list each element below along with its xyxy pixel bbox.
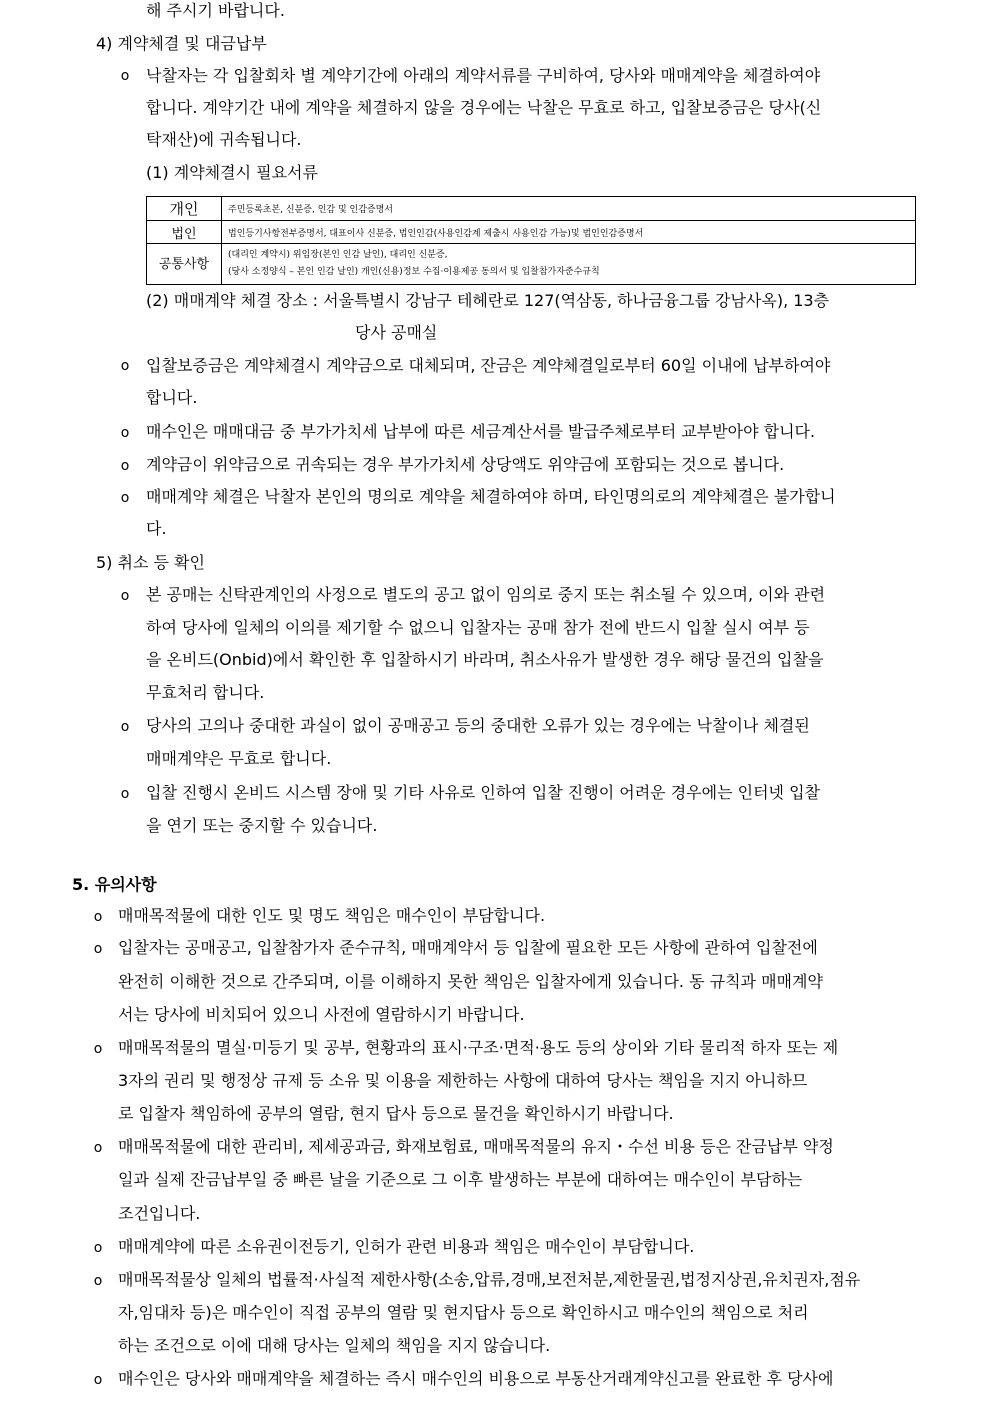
bullet-text: 을 온비드(Onbid)에서 확인한 후 입찰하시기 바라며, 취소사유가 발생한 경우 해당 물건의 입찰을 bbox=[146, 650, 824, 669]
bullet-icon bbox=[92, 1142, 104, 1154]
bullet-text: 입찰보증금은 계약체결시 계약금으로 대체되며, 잔금은 계약체결일로부터 60일 이내에 납부하여야 bbox=[146, 356, 831, 375]
bullet-text: 매매계약 체결은 낙찰자 본인의 명의로 계약을 체결하여야 하며, 타인명의로의 계약체결은 불가합니 bbox=[146, 487, 836, 506]
bullet-text: 입찰자는 공매공고, 입찰참가자 준수규칙, 매매계약서 등 입찰에 필요한 모든 사항에 관하여 입찰전에 bbox=[118, 938, 818, 957]
table-cell-category: 법인 bbox=[147, 221, 222, 244]
bullet-text: 낙찰자는 각 입찰회차 별 계약기간에 아래의 계약서류를 구비하여, 당사와 매매계약을 체결하여야 bbox=[146, 66, 821, 85]
bullet-icon bbox=[92, 1242, 104, 1254]
bullet-text: 완전히 이해한 것으로 간주되며, 이를 이해하지 못한 책임은 입찰자에게 있습니다. 동 규칙과 매매계약 bbox=[118, 972, 823, 991]
bullet-text: 매매계약은 무효로 합니다. bbox=[146, 749, 332, 768]
bullet-text: 무효처리 합니다. bbox=[146, 683, 265, 702]
table-cell-category: 개인 bbox=[147, 197, 222, 221]
bullet-text: 탁재산)에 귀속됩니다. bbox=[146, 130, 302, 149]
table-row bbox=[147, 221, 916, 244]
bullet-icon bbox=[92, 911, 104, 923]
bullet-icon bbox=[119, 460, 131, 472]
bullet-text: 매매목적물에 대한 인도 및 명도 책임은 매수인이 부담합니다. bbox=[118, 906, 546, 925]
bullet-text: 본 공매는 신탁관계인의 사정으로 별도의 공고 없이 임의로 중지 또는 취소될 수 있으며, 이와 관련 bbox=[146, 585, 826, 604]
bullet-icon bbox=[119, 788, 131, 800]
required-documents-table bbox=[146, 196, 916, 285]
paragraph-continuation: 해 주시기 바랍니다. bbox=[146, 1, 285, 20]
bullet-icon bbox=[119, 427, 131, 439]
section-heading-contract: 4) 계약체결 및 대금납부 bbox=[96, 34, 267, 53]
bullet-text: 매수인은 당사와 매매계약을 체결하는 즉시 매수인의 비용으로 부동산거래계약신고를 완료한 후 당사에 bbox=[118, 1369, 834, 1388]
table-row bbox=[147, 197, 916, 221]
table-cell-documents bbox=[222, 244, 916, 285]
documents-line: (당사 소정양식 – 본인 인감 날인) 개인(신용)정보 수집·이용제공 동의서 및 입찰참가자준수규칙 bbox=[228, 267, 600, 277]
bullet-text: 하여 당사에 일체의 이의를 제기할 수 없으니 입찰자는 공매 참가 전에 반드시 입찰 실시 여부 등 bbox=[146, 618, 810, 637]
bullet-text: 매매목적물상 일체의 법률적·사실적 제한사항(소송,압류,경매,보전처분,제한물권,법정지상권,유치권자,점유 bbox=[118, 1270, 861, 1289]
bullet-text: 일과 실제 잔금납부일 중 빠른 날을 기준으로 그 이후 발생하는 부분에 대하여는 매수인이 부담하는 bbox=[118, 1170, 803, 1189]
bullet-text: 매매계약에 따른 소유권이전등기, 인허가 관련 비용과 책임은 매수인이 부담합니다. bbox=[118, 1237, 695, 1256]
bullet-text: 당사의 고의나 중대한 과실이 없이 공매공고 등의 중대한 오류가 있는 경우에는 낙찰이나 체결된 bbox=[146, 716, 810, 735]
section-title-precautions: 5. 유의사항 bbox=[72, 875, 157, 894]
bullet-icon bbox=[92, 1275, 104, 1287]
bullet-icon bbox=[119, 590, 131, 602]
bullet-text: 매매목적물에 대한 관리비, 제세공과금, 화재보험료, 매매목적물의 유지・수선 비용 등은 잔금납부 약정 bbox=[118, 1137, 834, 1156]
bullet-icon bbox=[119, 492, 131, 504]
bullet-text: 서는 당사에 비치되어 있으니 사전에 열람하시기 바랍니다. bbox=[118, 1005, 525, 1024]
bullet-icon bbox=[92, 1374, 104, 1386]
section-heading-cancellation: 5) 취소 등 확인 bbox=[96, 553, 205, 572]
table-cell-category: 공통사항 bbox=[147, 244, 222, 285]
bullet-text: 합니다. 계약기간 내에 계약을 체결하지 않을 경우에는 낙찰은 무효로 하고, 입찰보증금은 당사(신 bbox=[146, 98, 822, 117]
sub-heading-contract-place: 당사 공매실 bbox=[355, 323, 438, 342]
bullet-icon bbox=[119, 360, 131, 372]
bullet-text: 입찰 진행시 온비드 시스템 장애 및 기타 사유로 인하여 입찰 진행이 어려운 경우에는 인터넷 입찰 bbox=[146, 783, 820, 802]
bullet-icon bbox=[92, 1043, 104, 1055]
bullet-text: 다. bbox=[146, 519, 167, 538]
bullet-text: 조건입니다. bbox=[118, 1204, 201, 1223]
table-cell-documents: 주민등록초본, 신분증, 인감 및 인감증명서 bbox=[222, 197, 916, 221]
sub-heading-contract-place: (2) 매매계약 체결 장소 : 서울특별시 강남구 테헤란로 127(역삼동, 하나금융그룹 강남사옥), 13층 bbox=[146, 291, 830, 310]
bullet-text: 매매목적물의 멸실·미등기 및 공부, 현황과의 표시·구조·면적·용도 등의 상이와 기타 물리적 하자 또는 제 bbox=[118, 1038, 839, 1057]
bullet-text: 을 연기 또는 중지할 수 있습니다. bbox=[146, 816, 378, 835]
bullet-icon bbox=[119, 70, 131, 82]
bullet-text: 자,임대차 등)은 매수인이 직접 공부의 열람 및 현지답사 등으로 확인하시고 매수인의 책임으로 처리 bbox=[118, 1303, 809, 1322]
sub-heading-required-docs: (1) 계약체결시 필요서류 bbox=[146, 163, 318, 182]
table-cell-documents: 법인등기사항전부증명서, 대표이사 신분증, 법인인감(사용인감계 제출시 사용인감 가능)및 법인인감증명서 bbox=[222, 221, 916, 244]
bullet-icon bbox=[119, 721, 131, 733]
bullet-text: 하는 조건으로 이에 대해 당사는 일체의 책임을 지지 않습니다. bbox=[118, 1336, 551, 1355]
bullet-icon bbox=[92, 943, 104, 955]
bullet-text: 3자의 권리 및 행정상 규제 등 소유 및 이용을 제한하는 사항에 대하여 당사는 책임을 지지 아니하므 bbox=[118, 1071, 808, 1090]
bullet-text: 로 입찰자 책임하에 공부의 열람, 현지 답사 등으로 물건을 확인하시기 바랍니다. bbox=[118, 1104, 674, 1123]
table-row bbox=[147, 244, 916, 285]
documents-line: (대리인 계약시) 위임장(본인 인감 날인), 대리인 신분증, bbox=[228, 250, 448, 260]
bullet-text: 계약금이 위약금으로 귀속되는 경우 부가가치세 상당액도 위약금에 포함되는 것으로 봅니다. bbox=[146, 455, 785, 474]
bullet-text: 매수인은 매매대금 중 부가가치세 납부에 따른 세금계산서를 발급주체로부터 교부받아야 합니다. bbox=[146, 422, 816, 441]
bullet-text: 합니다. bbox=[146, 388, 198, 407]
